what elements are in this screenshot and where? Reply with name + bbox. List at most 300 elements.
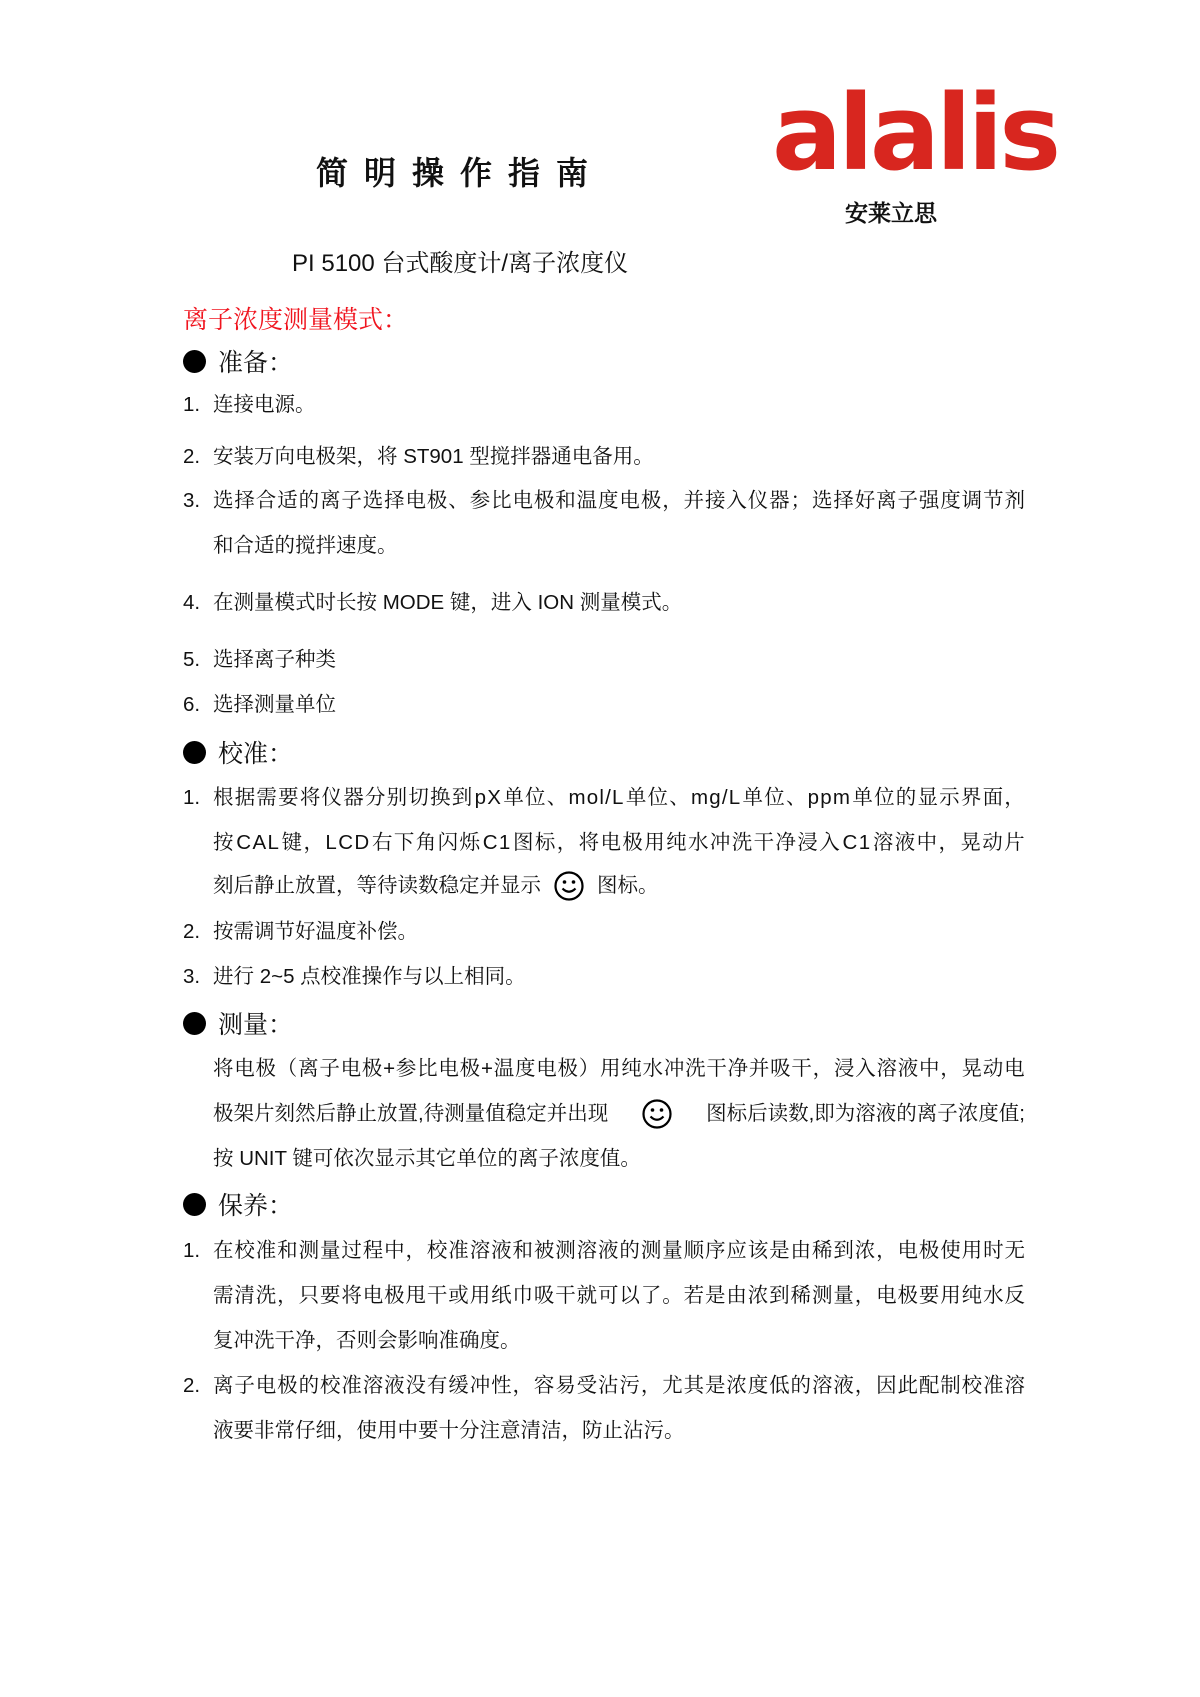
bullet-icon	[183, 741, 206, 764]
char: 测	[298, 1239, 320, 1262]
char: 校	[234, 1239, 255, 1262]
char: 要	[319, 1284, 341, 1307]
section-heading-maintenance	[183, 1189, 293, 1219]
char: 巾	[512, 1284, 533, 1307]
char: 选	[362, 489, 384, 512]
char: 用	[940, 1284, 961, 1307]
char: 测	[640, 1239, 662, 1262]
char: 并	[683, 489, 705, 512]
instruction-line: 在测量模式时长按 MODE 键，进入 ION 测量模式。	[213, 591, 683, 614]
char: 程	[362, 1239, 384, 1262]
char: 好	[854, 489, 876, 512]
instruction-line: 按需调节好温度补偿。	[213, 920, 418, 943]
char: 量	[662, 1239, 683, 1262]
mode-heading: 离子浓度测量模式：	[183, 306, 409, 334]
char: 要	[278, 786, 299, 809]
char: ，	[556, 831, 578, 854]
char: 净	[775, 831, 797, 854]
char: 电	[876, 1284, 897, 1307]
char: 稀	[811, 1239, 833, 1262]
char: 用	[644, 831, 665, 854]
section-heading-preparation	[183, 346, 293, 376]
char: 面	[982, 786, 1004, 809]
char: 水	[983, 1284, 1004, 1307]
char: +	[480, 1057, 493, 1080]
char: 、	[785, 786, 807, 809]
char: 入	[726, 489, 747, 512]
char: 了	[640, 1284, 662, 1307]
char: 右	[371, 831, 393, 854]
char: 电	[897, 1239, 918, 1262]
item-number: 6.	[183, 693, 201, 716]
char: 极	[622, 831, 643, 854]
char: 温	[493, 1057, 515, 1080]
char: 比	[417, 1057, 438, 1080]
brand-name-cn: 安莱立思	[845, 200, 937, 226]
char: 因	[876, 1374, 897, 1397]
char: 若	[683, 1284, 705, 1307]
section-label: 准备：	[218, 349, 294, 377]
char: 择	[833, 489, 854, 512]
char: m	[832, 786, 850, 809]
char: 准	[448, 1239, 469, 1262]
char: 、	[546, 786, 568, 809]
char: 干	[791, 1057, 812, 1080]
char: 浓	[747, 1284, 769, 1307]
char: 无	[1004, 1239, 1025, 1262]
char: 晃	[960, 831, 981, 854]
char: 水	[642, 1057, 664, 1080]
char: 是	[769, 1239, 790, 1262]
instruction-line: 选择离子种类	[213, 648, 336, 671]
char: 校	[426, 1239, 448, 1262]
char: 用	[469, 1284, 491, 1307]
char: 顺	[683, 1239, 705, 1262]
char: 在	[213, 1239, 234, 1262]
char: 单	[852, 786, 873, 809]
char: 测	[811, 1284, 833, 1307]
char: 极	[255, 1057, 277, 1080]
char: 的	[619, 1239, 640, 1262]
char: 、	[669, 786, 690, 809]
char: 极	[918, 1239, 940, 1262]
char: 该	[747, 1239, 769, 1262]
char: 液	[598, 1239, 619, 1262]
char: 将	[299, 786, 321, 809]
char: 浓	[726, 1374, 747, 1397]
char: 电	[234, 1057, 255, 1080]
char: 剂	[1004, 489, 1025, 512]
instruction-line: 复冲洗干净，否则会影响准确度。	[213, 1329, 521, 1352]
char: 量	[319, 1239, 341, 1262]
instruction-line	[213, 828, 1025, 858]
char: 需	[213, 1284, 234, 1307]
char: 准	[255, 1239, 277, 1262]
char: 据	[234, 786, 256, 809]
char: 被	[533, 1239, 555, 1262]
char: 纯	[621, 1057, 642, 1080]
char: 键	[281, 831, 303, 854]
char: 溶	[872, 831, 894, 854]
char: 配	[918, 1374, 940, 1397]
char: （	[276, 1057, 298, 1080]
char: 子	[319, 1057, 340, 1080]
char: 极	[897, 1284, 918, 1307]
char: 应	[726, 1239, 747, 1262]
char: 极	[277, 1374, 298, 1397]
char: A	[252, 831, 267, 854]
char: 适	[277, 489, 298, 512]
char: 电	[512, 489, 533, 512]
char: g	[709, 786, 721, 809]
char: +	[383, 1057, 396, 1080]
char: ，	[662, 489, 683, 512]
char: 用	[600, 1057, 621, 1080]
char: 单	[742, 786, 764, 809]
char: 沾	[598, 1374, 619, 1397]
char: 是	[704, 1284, 726, 1307]
char: 和	[277, 1239, 298, 1262]
char: 要	[918, 1284, 940, 1307]
char: 图	[513, 831, 534, 854]
char: 用	[961, 1239, 983, 1262]
char: 极	[384, 1284, 405, 1307]
char: ，	[640, 1374, 662, 1397]
char: 准	[341, 1374, 362, 1397]
char: 离	[319, 489, 341, 512]
char: 水	[688, 831, 709, 854]
char: 中	[384, 1239, 405, 1262]
char: 校	[961, 1374, 983, 1397]
char: 溶	[362, 1374, 384, 1397]
item-number: 2.	[183, 1374, 201, 1397]
item-number: 5.	[183, 648, 201, 671]
char: 缓	[448, 1374, 469, 1397]
char: 受	[576, 1374, 598, 1397]
char: 纸	[491, 1284, 512, 1307]
section-label: 保养：	[218, 1192, 294, 1220]
char: 分	[364, 786, 386, 809]
char: l	[599, 786, 604, 809]
char: 洗	[731, 831, 753, 854]
char: 反	[1004, 1284, 1025, 1307]
char: 和	[512, 1239, 533, 1262]
instruction-line	[213, 783, 1025, 813]
char: D	[354, 831, 370, 854]
instruction-line	[213, 1236, 1025, 1266]
char: 电	[340, 1057, 362, 1080]
char: 温	[576, 489, 598, 512]
char: 是	[704, 1374, 726, 1397]
char: 和	[555, 489, 576, 512]
char: 根	[213, 786, 234, 809]
char: 动	[982, 1057, 1004, 1080]
char: 此	[897, 1374, 918, 1397]
char: 其	[683, 1374, 705, 1397]
item-number: 2.	[183, 445, 201, 468]
char: L	[728, 786, 741, 809]
item-number: 2.	[183, 920, 201, 943]
char: 电	[1004, 1057, 1025, 1080]
char: 到	[833, 1239, 854, 1262]
char: m	[690, 786, 709, 809]
char: 度	[940, 489, 961, 512]
instruction-line: 和合适的搅拌速度。	[213, 534, 398, 557]
item-number: 1.	[183, 1239, 201, 1262]
section-heading-calibration	[183, 737, 293, 767]
char: 位	[764, 786, 785, 809]
instruction-line	[213, 871, 1025, 901]
char: 吸	[533, 1284, 555, 1307]
item-number: 4.	[183, 591, 201, 614]
char: 、	[448, 489, 469, 512]
item-number: 3.	[183, 489, 201, 512]
char: 电	[255, 1374, 277, 1397]
char: 子	[234, 1374, 255, 1397]
char: 标	[534, 831, 556, 854]
smiley-icon	[553, 870, 585, 902]
char: 干	[426, 1284, 448, 1307]
char: 择	[234, 489, 255, 512]
char: 电	[619, 489, 640, 512]
char: L	[325, 831, 337, 854]
char: 器	[343, 786, 364, 809]
instruction-line	[213, 486, 1025, 516]
char: 低	[769, 1374, 790, 1397]
line-text-after: 图标。	[597, 874, 659, 897]
char: 到	[451, 786, 473, 809]
line-text-before: 刻后静止放置，等待读数稳定并显示	[213, 874, 541, 897]
char: 有	[426, 1374, 448, 1397]
char: 稀	[790, 1284, 812, 1307]
char: ，	[405, 1239, 427, 1262]
char: 冲	[469, 1374, 491, 1397]
document-title: 简明操作指南	[316, 155, 605, 191]
char: 的	[895, 786, 917, 809]
char: 强	[918, 489, 940, 512]
char: 的	[298, 489, 320, 512]
char: 择	[384, 489, 405, 512]
char: X	[487, 786, 501, 809]
char: ）	[578, 1057, 600, 1080]
char: 电	[362, 1284, 384, 1307]
char: 选	[213, 489, 234, 512]
char: 只	[298, 1284, 320, 1307]
char: 度	[514, 1057, 536, 1080]
char: 位	[525, 786, 546, 809]
char: 闪	[437, 831, 459, 854]
char: 需	[256, 786, 277, 809]
line-text-before: 极架片刻然后静止放置,待测量值稳定并出现	[213, 1102, 609, 1125]
char: 溶	[469, 1239, 491, 1262]
char: 干	[555, 1284, 576, 1307]
char: 浸	[797, 831, 818, 854]
instruction-line: 连接电源。	[213, 393, 316, 416]
char: 中	[919, 1057, 940, 1080]
char: 入	[819, 831, 840, 854]
char: 性	[491, 1374, 512, 1397]
item-number: 1.	[183, 393, 201, 416]
char: 可	[598, 1284, 619, 1307]
char: 位	[647, 786, 669, 809]
char: ，	[512, 1374, 533, 1397]
char: 尤	[662, 1374, 683, 1397]
char: 易	[555, 1374, 576, 1397]
char: 极	[640, 489, 662, 512]
char: 液	[897, 1057, 919, 1080]
char: 角	[415, 831, 437, 854]
instruction-line	[213, 1099, 1025, 1129]
bullet-icon	[183, 350, 206, 373]
char: /	[605, 786, 611, 809]
char: /	[721, 786, 728, 809]
char: 洗	[685, 1057, 706, 1080]
char: 电	[536, 1057, 557, 1080]
char: 液	[491, 1239, 512, 1262]
char: ，	[303, 831, 325, 854]
char: p	[474, 786, 487, 809]
char: 准	[983, 1374, 1004, 1397]
char: 界	[960, 786, 982, 809]
char: 校	[319, 1374, 341, 1397]
instruction-line: 选择测量单位	[213, 693, 336, 716]
char: 使	[940, 1239, 961, 1262]
char: C	[842, 831, 858, 854]
char: 合	[255, 489, 277, 512]
char: 溶	[811, 1374, 833, 1397]
char: 位	[874, 786, 895, 809]
section-label: 校准：	[218, 740, 294, 768]
product-subtitle: PI 5100 台式酸度计/离子浓度仪	[292, 250, 629, 277]
instruction-line	[213, 1371, 1025, 1401]
char: C	[236, 831, 252, 854]
char: 液	[384, 1374, 405, 1397]
char: 度	[747, 1374, 769, 1397]
char: 纯	[666, 831, 687, 854]
char: 将	[341, 1284, 362, 1307]
char: 容	[533, 1374, 555, 1397]
char: ，	[854, 1374, 876, 1397]
item-number: 1.	[183, 786, 201, 809]
char: 甩	[405, 1284, 427, 1307]
char: 溶	[576, 1239, 598, 1262]
char: 极	[459, 1057, 481, 1080]
char: 节	[983, 489, 1004, 512]
char: 量	[833, 1284, 854, 1307]
char: 极	[557, 1057, 578, 1080]
char: 显	[917, 786, 938, 809]
instruction-line: 进行 2~5 点校准操作与以上相同。	[213, 965, 526, 988]
char: 1	[498, 831, 511, 854]
char: 溶	[876, 1057, 897, 1080]
section-heading-measurement	[183, 1008, 293, 1038]
char: 极	[533, 489, 555, 512]
char: 参	[469, 489, 491, 512]
char: C	[482, 831, 498, 854]
char: 以	[619, 1284, 640, 1307]
char: 片	[1004, 831, 1025, 854]
char: 的	[790, 1374, 812, 1397]
char: 到	[769, 1284, 790, 1307]
char: 仪	[321, 786, 343, 809]
char: ，	[1004, 786, 1025, 809]
char: 极	[426, 489, 448, 512]
char: 就	[576, 1284, 598, 1307]
char: 序	[704, 1239, 726, 1262]
char: 冲	[709, 831, 731, 854]
char: ，	[277, 1284, 298, 1307]
char: o	[586, 786, 599, 809]
char: 由	[726, 1284, 747, 1307]
char: 离	[213, 1374, 234, 1397]
char: 仪	[747, 489, 769, 512]
instruction-line	[213, 1054, 1025, 1084]
char: 或	[448, 1284, 469, 1307]
char: 测	[555, 1239, 576, 1262]
char: 单	[503, 786, 524, 809]
brand-logo: alalis	[772, 72, 1058, 194]
char: 晃	[961, 1057, 983, 1080]
char: 吸	[770, 1057, 791, 1080]
char: 液	[833, 1374, 854, 1397]
instruction-line: 按 UNIT 键可依次显示其它单位的离子浓度值。	[213, 1147, 641, 1170]
char: 纯	[961, 1284, 983, 1307]
char: 浓	[854, 1239, 876, 1262]
char: 电	[600, 831, 622, 854]
char: 别	[386, 786, 408, 809]
char: L	[612, 786, 624, 809]
char: 比	[491, 489, 512, 512]
char: 电	[405, 489, 427, 512]
char: 切	[408, 786, 429, 809]
char: 中	[916, 831, 938, 854]
char: 接	[704, 489, 726, 512]
char: 单	[625, 786, 647, 809]
char: 并	[748, 1057, 770, 1080]
char: 器	[769, 489, 790, 512]
char: 下	[393, 831, 415, 854]
char: 干	[706, 1057, 727, 1080]
char: ，	[940, 1057, 961, 1080]
bullet-icon	[183, 1012, 206, 1035]
char: 没	[405, 1374, 427, 1397]
section-label: 测量：	[218, 1011, 294, 1039]
char: 溶	[1004, 1374, 1025, 1397]
char: 时	[983, 1239, 1004, 1262]
char: 参	[395, 1057, 417, 1080]
char: 子	[897, 489, 918, 512]
char: ，	[812, 1057, 834, 1080]
char: 将	[578, 831, 600, 854]
char: ，	[938, 831, 959, 854]
char: 1	[858, 831, 871, 854]
char: 洗	[255, 1284, 277, 1307]
char: 按	[213, 831, 234, 854]
char: p	[807, 786, 820, 809]
bullet-icon	[183, 1193, 206, 1216]
char: 干	[753, 831, 775, 854]
char: p	[820, 786, 832, 809]
char: 将	[213, 1057, 234, 1080]
char: ，	[854, 1284, 876, 1307]
char: 离	[876, 489, 897, 512]
char: 电	[438, 1057, 459, 1080]
char: 浸	[833, 1057, 855, 1080]
char: 调	[961, 489, 983, 512]
char: 。	[662, 1284, 683, 1307]
char: 极	[361, 1057, 383, 1080]
char: 示	[939, 786, 960, 809]
